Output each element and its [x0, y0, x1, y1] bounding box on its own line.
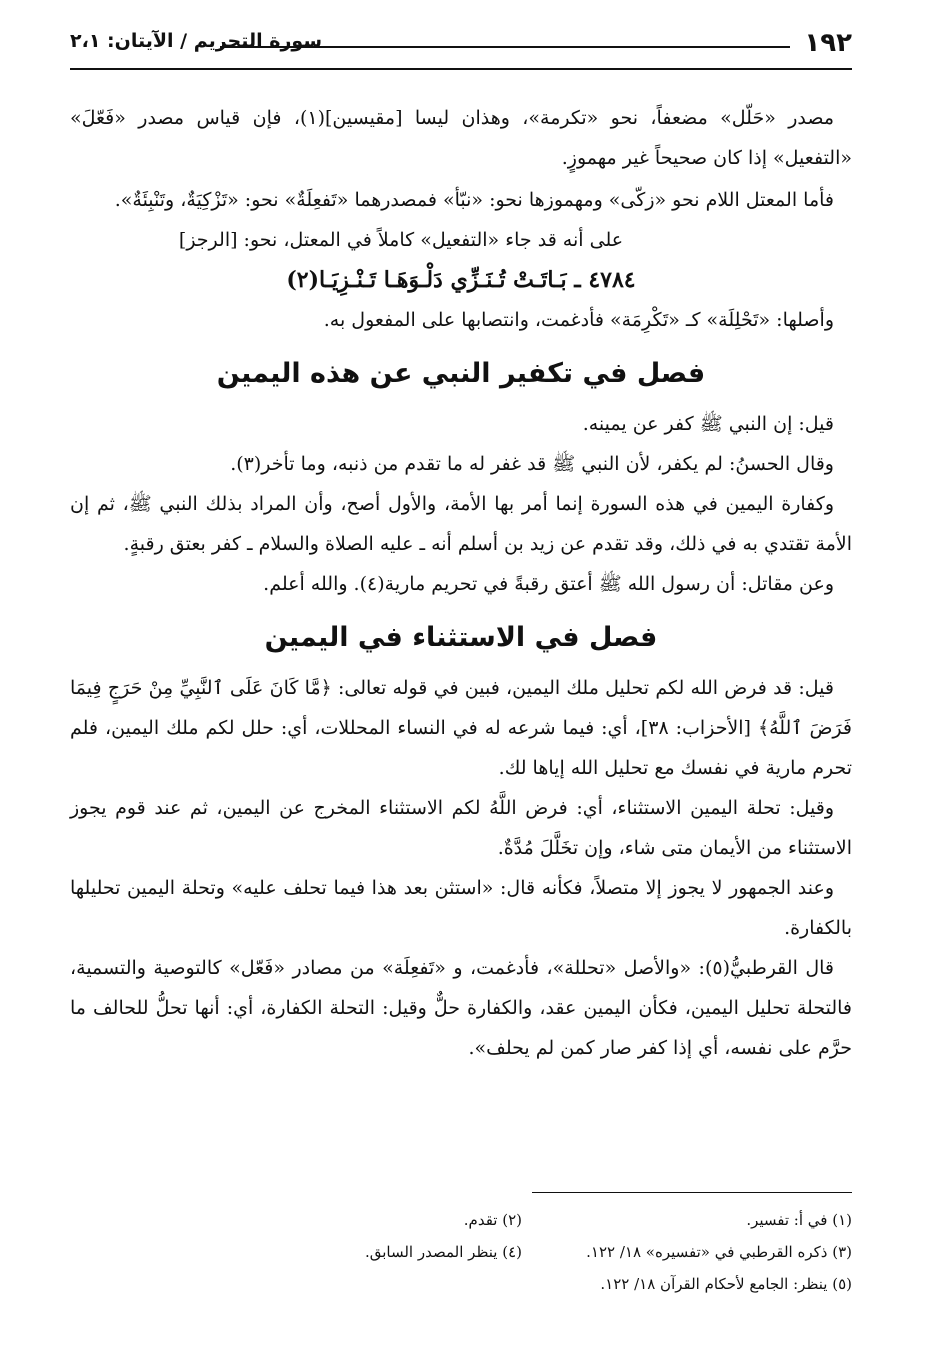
paragraph: وقال الحسنُ: لم يكفر، لأن النبي ﷺ قد غفر له ما تقدم من ذنبه، وما تأخر(٣). — [230, 453, 834, 475]
footnote: (١) في أ: تفسير. — [746, 1211, 852, 1229]
paragraph: قال القرطبيُّ(٥): «والأصل «تحللة»، فأدغمت، و «تَفعِلَة» من مصادر «فَعّل» كالتوصية والتسمية، فالتحلة تحليل اليمين، فكأن اليمين عقد، والكفارة حلٌّ وقيل: التحلة الكفارة، أي: أنها تحلُّ للحالف ما حرَّم على نفسه، أي إذا كفر صار كمن لم يحلف». — [70, 957, 852, 1059]
footnote-row — [70, 1204, 852, 1236]
poetry-verse: ٤٧٨٤ ـ بَـاتَـتْ تُـنَـزِّي دَلْـوَهَـا تَـنْـزِيَـا(٢) — [286, 267, 636, 293]
footnote: (٥) ينظر: الجامع لأحكام القرآن ١٨/ ١٢٢. — [600, 1275, 852, 1293]
book-page — [70, 20, 852, 1340]
footnote-row — [70, 1236, 852, 1268]
paragraph: وأصلها: «تَحْلِلَة» كـ «تَكْرِمَة» فأدغمت، وانتصابها على المفعول به. — [323, 309, 834, 331]
paragraph: على أنه قد جاء «التفعيل» كاملاً في المعتل، نحو: [الرجز] — [178, 229, 624, 251]
footnote: (٣) ذكره القرطبي في «تفسيره» ١٨/ ١٢٢. — [586, 1243, 852, 1261]
running-header — [70, 20, 852, 70]
paragraph: وعند الجمهور لا يجوز إلا متصلاً، فكأنه قال: «استثن بعد هذا فيما تحلف عليه» وتحلة اليمين تحليلها بالكفارة. — [70, 877, 852, 939]
section-heading: فصل في الاستثناء في اليمين — [264, 622, 658, 653]
paragraph: فأما المعتل اللام نحو «زكّى» ومهموزها نحو: «نبّأ» فمصدرهما «تَفعِلَةٌ» نحو: «تَزْكِيَةٌ، وتَنْبِئَةٌ». — [114, 189, 834, 211]
paragraph: وقيل: تحلة اليمين الاستثناء، أي: فرض اللَّهُ لكم الاستثناء المخرج عن اليمين، ثم عند قوم يجوز الاستثناء من الأيمان متى شاء، وإن تخَلَّلَ مُدَّةٌ. — [70, 797, 852, 859]
footnote: (٢) تقدم. — [463, 1211, 522, 1229]
page-number: ١٩٢ — [804, 28, 852, 58]
footnote-separator — [532, 1192, 852, 1193]
paragraph: وعن مقاتل: أن رسول الله ﷺ أعتق رقبةً في تحريم مارية(٤). والله أعلم. — [263, 573, 834, 595]
footnote: (٤) ينظر المصدر السابق. — [364, 1243, 522, 1261]
footnote-row — [70, 1268, 852, 1300]
paragraph: قيل: إن النبي ﷺ كفر عن يمينه. — [582, 413, 834, 435]
running-title: سورة التحريم / الآيتان: ٢،١ — [70, 30, 323, 52]
main-text — [70, 98, 852, 1068]
paragraph: مصدر «حَلّل» مضعفاً، نحو «تكرمة»، وهذان ليسا [مقيسين](١)، فإن قياس مصدر «فَعّلَ» «التفعيل» إذا كان صحيحاً غير مهموزٍ. — [70, 107, 852, 169]
section-heading: فصل في تكفير النبي عن هذه اليمين — [216, 358, 706, 389]
paragraph: قيل: قد فرض الله لكم تحليل ملك اليمين، فبين في قوله تعالى: ﴿مَّا كَانَ عَلَى ٱلنَّبِيِّ مِنْ حَرَجٍ فِيمَا فَرَضَ ٱللَّهُ﴾ [الأحزاب: ٣٨]، أي: فيما شرعه له في النساء المحللات، أي: حلل لكم ملك اليمين، فلم تحرم مارية في نفسك مع تحليل الله إياها لك. — [70, 677, 852, 779]
footnotes — [70, 1204, 852, 1300]
paragraph: وكفارة اليمين في هذه السورة إنما أمر بها الأمة، والأول أصح، وأن المراد بذلك النبي ﷺ، ثم إن الأمة تقتدي به في ذلك، وقد تقدم عن زيد بن أسلم أنه ـ عليه الصلاة والسلام ـ كفر بعتق رقبةٍ. — [70, 493, 852, 555]
